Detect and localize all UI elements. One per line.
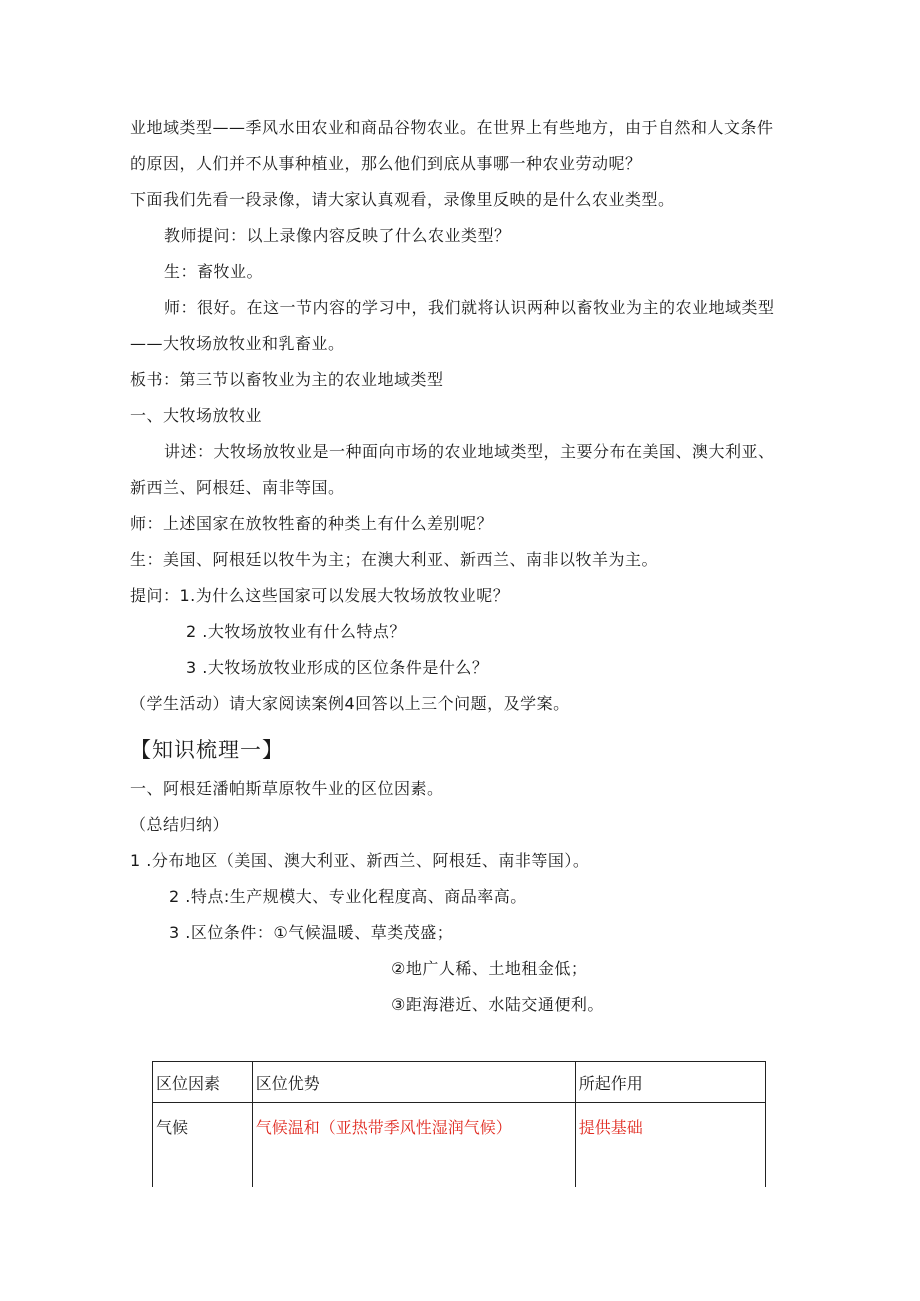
paragraph-line: ——大牧场放牧业和乳畜业。 [130,334,345,353]
paragraph-line: 业地域类型——季风水田农业和商品谷物农业。在世界上有些地方，由于自然和人文条件 [130,118,774,137]
section-title: 一、大牧场放牧业 [130,406,263,425]
paragraph-line: 师：上述国家在放牧牲畜的种类上有什么差别呢？ [130,514,494,533]
summary-line: 2 .特点:生产规模大、专业化程度高、商品率高。 [169,887,527,906]
paragraph-line: 教师提问：以上录像内容反映了什么农业类型？ [164,226,511,245]
summary-line: 一、阿根廷潘帕斯草原牧牛业的区位因素。 [130,779,444,798]
table-cell-highlight: 提供基础 [575,1103,765,1188]
summary-line: ②地广人稀、土地租金低； [391,959,588,978]
question-line: 3 .大牧场放牧业形成的区位条件是什么？ [186,658,489,677]
paragraph-line: 师：很好。在这一节内容的学习中，我们就将认识两种以畜牧业为主的农业地域类型 [164,298,775,317]
paragraph-line: 生：美国、阿根廷以牧牛为主；在澳大利亚、新西兰、南非以牧羊为主。 [130,550,659,569]
board-title: 板书：第三节以畜牧业为主的农业地域类型 [130,370,444,389]
table-header-row [153,1062,766,1103]
question-line: 2 .大牧场放牧业有什么特点？ [186,622,406,641]
summary-line: ③距海港近、水陆交通便利。 [391,995,604,1014]
paragraph-line: 新西兰、阿根廷、南非等国。 [130,478,345,497]
summary-line: 3 .区位条件：①气候温暖、草类茂盛； [169,923,454,942]
question-line: 提问：1.为什么这些国家可以发展大牧场放牧业呢？ [130,586,510,605]
table-header: 所起作用 [575,1062,765,1103]
location-factor-table [152,1061,766,1187]
paragraph-line: 下面我们先看一段录像，请大家认真观看，录像里反映的是什么农业类型。 [130,190,675,209]
summary-line: 1 .分布地区（美国、澳大利亚、新西兰、阿根廷、南非等国）。 [130,851,590,870]
paragraph-line: 讲述：大牧场放牧业是一种面向市场的农业地域类型，主要分布在美国、澳大利亚、 [164,442,775,461]
paragraph-line: （学生活动）请大家阅读案例4回答以上三个问题，及学案。 [130,694,570,713]
paragraph-line: 生：畜牧业。 [164,262,264,281]
table-cell: 气候 [153,1103,253,1188]
summary-line: （总结归纳） [130,815,230,834]
table-header: 区位优势 [252,1062,575,1103]
paragraph-line: 的原因，人们并不从事种植业，那么他们到底从事哪一种农业劳动呢？ [130,154,642,173]
table-cell-highlight: 气候温和（亚热带季风性湿润气候） [252,1103,575,1188]
section-heading: 【知识梳理一】 [130,738,284,762]
table-header: 区位因素 [153,1062,253,1103]
table-row [153,1103,766,1188]
